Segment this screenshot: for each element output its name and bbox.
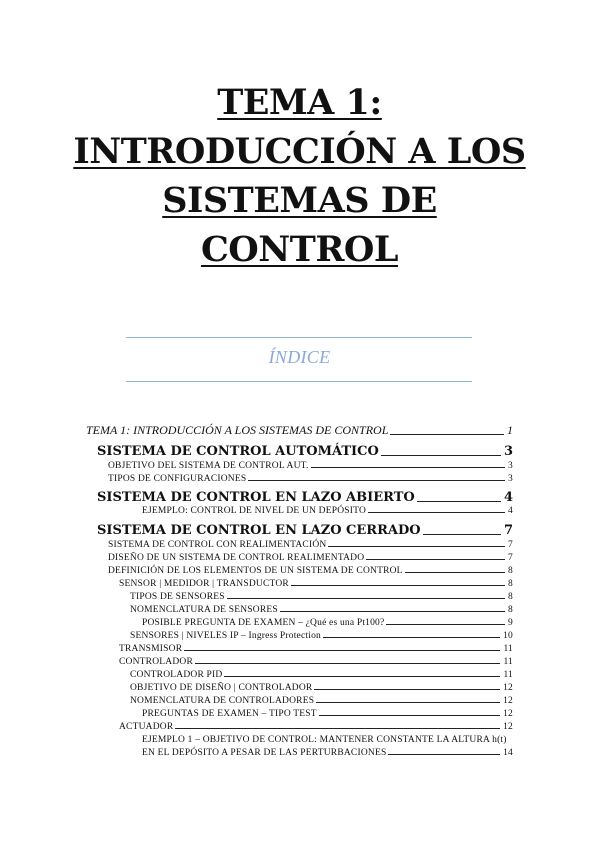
toc-entry-label: EN EL DEPÓSITO A PESAR DE LAS PERTURBACIONES [142, 748, 387, 758]
toc-leader [366, 559, 505, 560]
toc-entry-page: 12 [503, 722, 513, 732]
toc-entry[interactable] [130, 670, 513, 680]
toc-leader [381, 455, 501, 456]
toc-entry-label: TIPOS DE CONFIGURACIONES [108, 474, 247, 484]
toc-entry-page: 14 [503, 748, 513, 758]
toc-entry[interactable] [108, 553, 513, 563]
toc-entry-label: SISTEMA DE CONTROL EN LAZO CERRADO [97, 523, 421, 538]
toc-entry-page: 8 [508, 566, 513, 576]
title-line: INTRODUCCIÓN A LOS [73, 131, 526, 172]
toc-entry[interactable] [97, 490, 513, 505]
toc-entry-label: POSIBLE PREGUNTA DE EXAMEN – ¿Qué es una Pt100? [142, 618, 385, 628]
toc-entry-label: TRANSMISOR [119, 644, 183, 654]
toc-entry[interactable] [119, 722, 513, 732]
toc-entry-page: 11 [503, 657, 513, 667]
toc-entry-page: 4 [503, 490, 513, 505]
toc-entry-label: TEMA 1: INTRODUCCIÓN A LOS SISTEMAS DE CONTROL [86, 423, 389, 437]
toc-entry-page: 12 [503, 696, 513, 706]
toc-entry-label: EJEMPLO: CONTROL DE NIVEL DE UN DEPÓSITO [142, 506, 367, 516]
toc-entry[interactable] [142, 506, 513, 516]
title-line: TEMA 1: [217, 82, 382, 123]
toc-entry[interactable] [130, 696, 513, 706]
toc-entry-page: 9 [508, 618, 513, 628]
toc-entry-label: SISTEMA DE CONTROL CON REALIMENTACIÓN [108, 540, 327, 550]
toc-entry-label: CONTROLADOR [119, 657, 193, 667]
toc-entry-label: OBJETIVO DEL SISTEMA DE CONTROL AUT. [108, 461, 309, 471]
toc-leader [184, 650, 500, 651]
toc-entry[interactable] [86, 423, 513, 438]
toc-entry-label: DEFINICIÓN DE LOS ELEMENTOS DE UN SISTEMA DE CONTROL [108, 566, 403, 576]
toc-entry[interactable] [119, 657, 513, 667]
toc-leader [280, 611, 505, 612]
toc-entry-page: 11 [503, 670, 513, 680]
toc-entry[interactable] [142, 748, 513, 758]
toc-entry[interactable] [130, 605, 513, 615]
toc-entry-page: 3 [503, 444, 513, 459]
toc-entry-label: DISEÑO DE UN SISTEMA DE CONTROL REALIMENTADO [108, 553, 365, 563]
toc-entry-page: 12 [503, 709, 513, 719]
toc-entry-page: 8 [508, 579, 513, 589]
toc-leader [224, 676, 500, 677]
toc-entry-label: SENSOR | MEDIDOR | TRANSDUCTOR [119, 579, 289, 589]
toc-entry-page: 7 [503, 523, 513, 538]
toc-entry-label: EJEMPLO 1 – OBJETIVO DE CONTROL: MANTENER CONSTANTE LA ALTURA h(t) [142, 735, 507, 745]
toc-entry-label: ACTUADOR [119, 722, 174, 732]
toc-entry[interactable] [119, 644, 513, 654]
toc-leader [314, 689, 500, 690]
toc-entry[interactable] [97, 444, 513, 459]
toc-entry[interactable] [108, 461, 513, 471]
toc-entry-label: OBJETIVO DE DISEÑO | CONTROLADOR [130, 683, 313, 693]
toc-entry[interactable] [119, 579, 513, 589]
toc-leader [417, 501, 501, 502]
toc-entry[interactable] [142, 618, 513, 628]
toc-leader [175, 728, 500, 729]
toc-entry-label: NOMENCLATURA DE CONTROLADORES [130, 696, 315, 706]
toc-leader [323, 637, 500, 638]
toc-entry-label: TIPOS DE SENSORES [130, 592, 225, 602]
title-line: SISTEMAS DE [162, 180, 437, 221]
title-line: CONTROL [200, 229, 399, 270]
divider-bottom [126, 381, 472, 382]
toc-entry[interactable] [142, 709, 513, 719]
toc-entry-label: CONTROLADOR PID [130, 670, 223, 680]
toc-leader [311, 467, 506, 468]
toc-leader [319, 715, 500, 716]
toc-leader [291, 585, 505, 586]
toc-entry-page: 4 [508, 506, 513, 516]
toc-entry-label: SISTEMA DE CONTROL AUTOMÁTICO [97, 444, 379, 459]
toc-entry-page: 12 [503, 683, 513, 693]
toc-entry-page: 8 [508, 605, 513, 615]
toc-entry[interactable] [97, 523, 513, 538]
document-title [0, 78, 599, 274]
toc-leader [248, 480, 505, 481]
toc-entry-page: 7 [508, 553, 513, 563]
toc-entry-page: 1 [507, 423, 513, 437]
toc-leader [386, 624, 505, 625]
toc-entry[interactable] [108, 474, 513, 484]
toc-entry-label: SISTEMA DE CONTROL EN LAZO ABIERTO [97, 490, 415, 505]
toc-entry-page: 8 [508, 592, 513, 602]
toc-entry[interactable] [142, 735, 513, 745]
toc-leader [316, 702, 500, 703]
divider-top [126, 337, 472, 338]
toc-entry[interactable] [130, 683, 513, 693]
toc-entry-label: SENSORES | NIVELES IP – Ingress Protection [130, 631, 321, 641]
toc-entry-page: 11 [503, 644, 513, 654]
toc-entry-page: 3 [508, 461, 513, 471]
toc-entry-page: 7 [508, 540, 513, 550]
toc-leader [195, 663, 500, 664]
toc-leader [423, 534, 501, 535]
toc-entry[interactable] [130, 631, 513, 641]
toc-leader [227, 598, 505, 599]
toc-leader [390, 434, 504, 435]
toc-entry-page: 3 [508, 474, 513, 484]
toc-entry-label: NOMENCLATURA DE SENSORES [130, 605, 278, 615]
toc-entry[interactable] [108, 566, 513, 576]
toc-entry[interactable] [130, 592, 513, 602]
toc-entry-page: 10 [503, 631, 513, 641]
toc-leader [368, 512, 505, 513]
toc-leader [388, 754, 500, 755]
index-heading: ÍNDICE [268, 347, 331, 367]
toc-leader [405, 572, 505, 573]
toc-leader [328, 546, 505, 547]
toc-entry[interactable] [108, 540, 513, 550]
toc-entry-label: PREGUNTAS DE EXAMEN – TIPO TEST [142, 709, 317, 719]
